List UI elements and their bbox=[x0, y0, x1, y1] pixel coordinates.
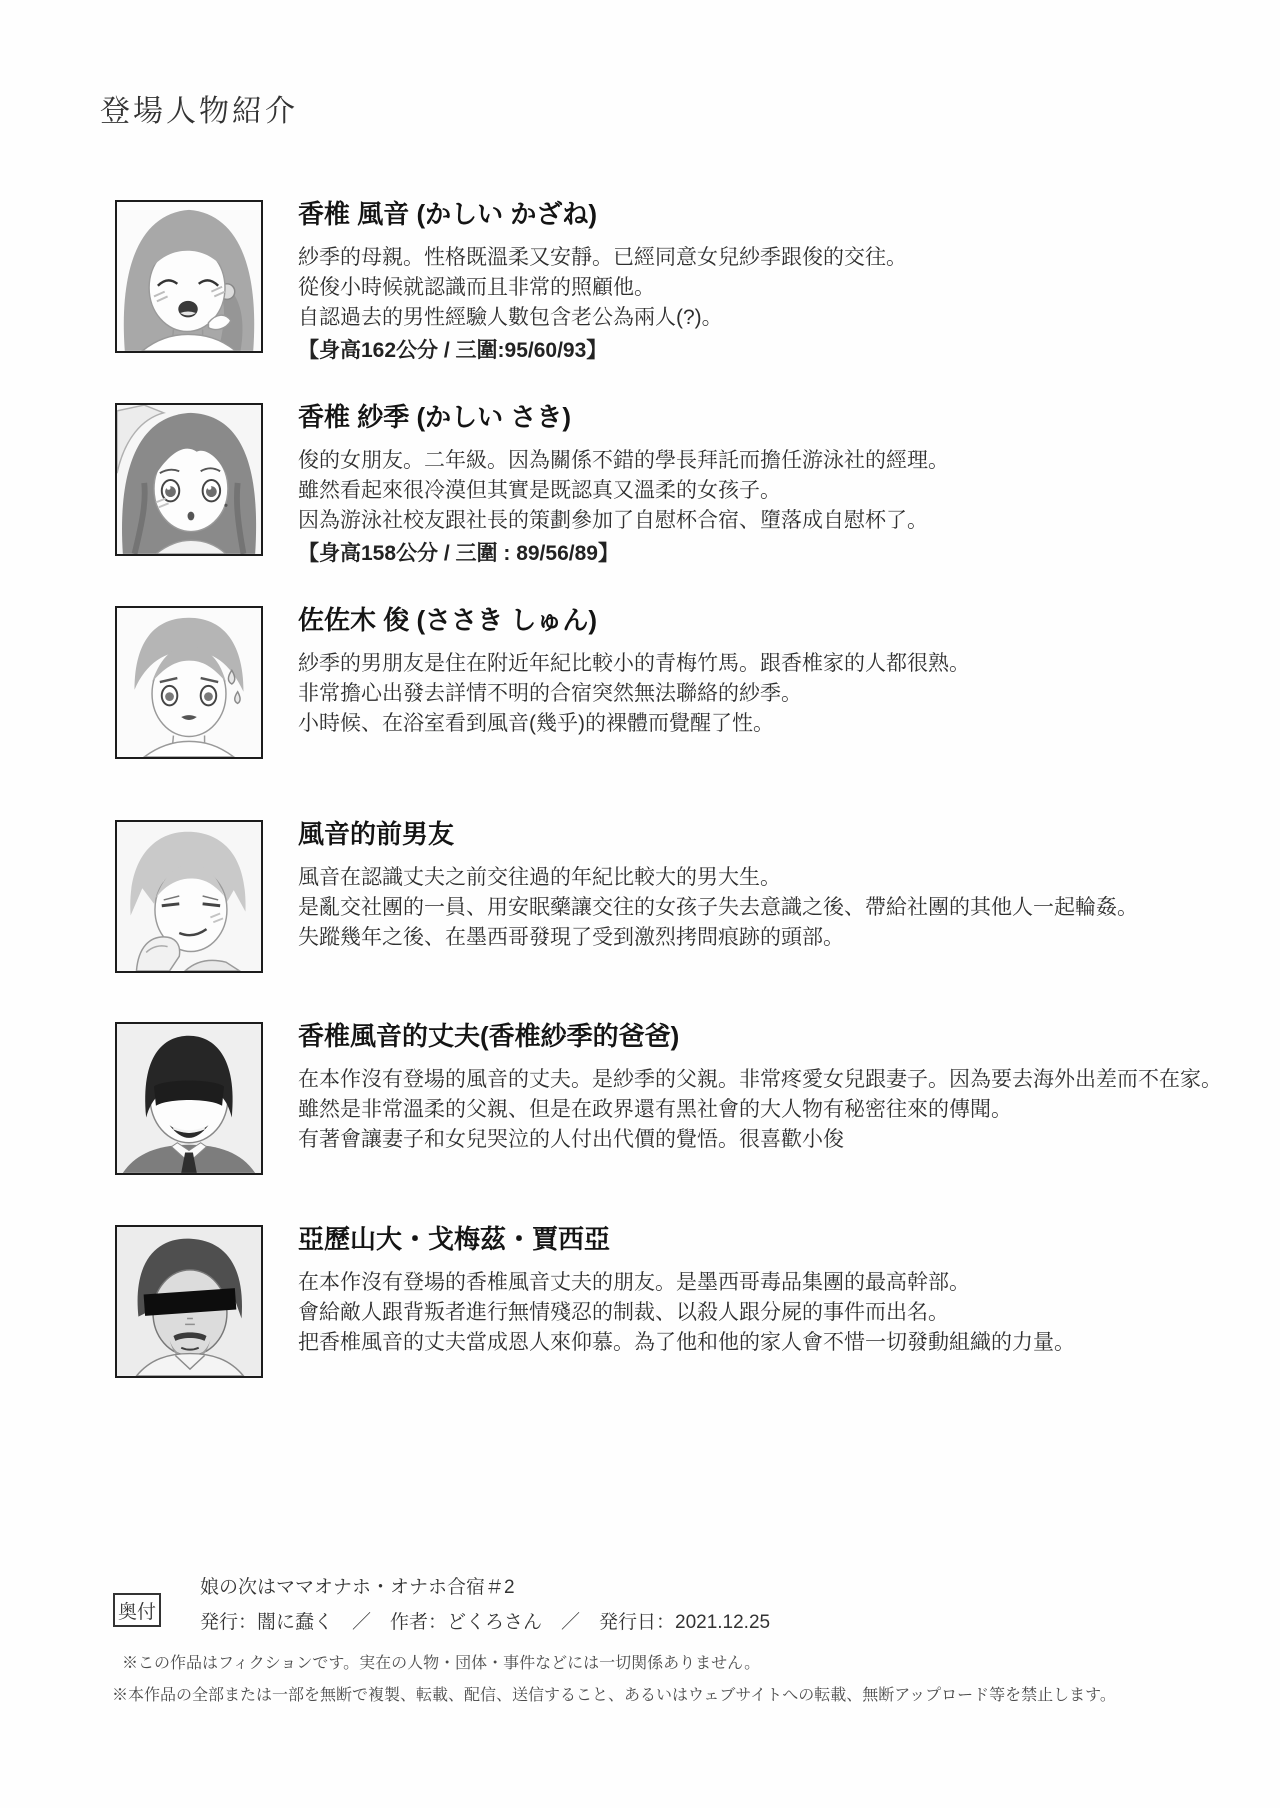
alejandro-portrait-image bbox=[117, 1227, 261, 1376]
portrait-sasaki-shun bbox=[115, 606, 263, 759]
description-line: 俊的女朋友。二年級。因為關係不錯的學長拜託而擔任游泳社的經理。 bbox=[298, 449, 949, 472]
description-line: 在本作沒有登場的風音的丈夫。是紗季的父親。非常疼愛女兒跟妻子。因為要去海外出差而不在家。 bbox=[298, 1068, 1222, 1091]
portrait-kashii-kazane bbox=[115, 200, 263, 353]
description-line: 失蹤幾年之後、在墨西哥發現了受到激烈拷問痕跡的頭部。 bbox=[298, 926, 844, 949]
description-line: 是亂交社團的一員、用安眠藥讓交往的女孩子失去意識之後、帶給社團的其他人一起輪姦。 bbox=[298, 896, 1138, 919]
publication-info: 発行：闇に蠢く ／ 作者：どくろさん ／ 発行日：2021.12.25 bbox=[200, 1612, 771, 1633]
character-stats: 【身高162公分 / 三圍:95/60/93】 bbox=[298, 339, 608, 362]
description-line: 因為游泳社校友跟社長的策劃參加了自慰杯合宿、墮落成自慰杯了。 bbox=[298, 509, 928, 532]
description-line: 紗季的男朋友是住在附近年紀比較小的青梅竹馬。跟香椎家的人都很熟。 bbox=[298, 652, 970, 675]
description-line: 把香椎風音的丈夫當成恩人來仰慕。為了他和他的家人會不惜一切發動組織的力量。 bbox=[298, 1331, 1075, 1354]
saki-portrait-image bbox=[117, 405, 261, 554]
colophon-label-box bbox=[113, 1593, 161, 1627]
portrait-alejandro bbox=[115, 1225, 263, 1378]
description-line: 自認過去的男性經驗人數包含老公為兩人(?)。 bbox=[298, 306, 723, 329]
description-line: 非常擔心出發去詳情不明的合宿突然無法聯絡的紗季。 bbox=[298, 682, 802, 705]
description-line: 會給敵人跟背叛者進行無情殘忍的制裁、以殺人跟分屍的事件而出名。 bbox=[298, 1301, 949, 1324]
character-name: 香椎風音的丈夫(香椎紗季的爸爸) bbox=[298, 1021, 680, 1051]
character-name: 香椎 風音 (かしい かざね) bbox=[298, 199, 597, 229]
page-title: 登場人物紹介 bbox=[100, 95, 298, 128]
shun-portrait-image bbox=[117, 608, 261, 757]
character-stats: 【身高158公分 / 三圍 : 89/56/89】 bbox=[298, 542, 619, 565]
copyright-disclaimer: ※本作品の全部または一部を無断で複製、転載、配信、送信すること、あるいはウェブサイトへの転載、無断アップロード等を禁止します。 bbox=[112, 1687, 1116, 1704]
description-line: 雖然是非常溫柔的父親、但是在政界還有黑社會的大人物有秘密往來的傳聞。 bbox=[298, 1098, 1012, 1121]
ex-boyfriend-portrait-image bbox=[117, 822, 261, 971]
character-name: 佐佐木 俊 (ささき しゅん) bbox=[298, 605, 597, 635]
character-name: 香椎 紗季 (かしい さき) bbox=[298, 402, 571, 432]
character-name: 亞歷山大・戈梅茲・賈西亞 bbox=[298, 1224, 611, 1254]
description-line: 雖然看起來很冷漠但其實是既認真又溫柔的女孩子。 bbox=[298, 479, 781, 502]
portrait-ex-boyfriend bbox=[115, 820, 263, 973]
fiction-disclaimer: ※この作品はフィクションです。実在の人物・団体・事件などには一切関係ありません。 bbox=[122, 1655, 761, 1672]
description-line: 風音在認識丈夫之前交往過的年紀比較大的男大生。 bbox=[298, 866, 781, 889]
work-title: 娘の次はママオナホ・オナホ合宿＃2 bbox=[200, 1577, 515, 1598]
description-line: 從俊小時候就認識而且非常的照顧他。 bbox=[298, 276, 655, 299]
character-description bbox=[298, 243, 907, 333]
character-name: 風音的前男友 bbox=[298, 819, 455, 849]
character-description bbox=[298, 1268, 1075, 1358]
description-line: 紗季的母親。性格既溫柔又安靜。已經同意女兒紗季跟俊的交往。 bbox=[298, 246, 907, 269]
description-line: 小時候、在浴室看到風音(幾乎)的裸體而覺醒了性。 bbox=[298, 712, 774, 735]
colophon-label: 奥付 bbox=[117, 1601, 156, 1623]
description-line: 在本作沒有登場的香椎風音丈夫的朋友。是墨西哥毒品集團的最高幹部。 bbox=[298, 1271, 970, 1294]
character-description bbox=[298, 446, 949, 536]
portrait-husband bbox=[115, 1022, 263, 1175]
character-description bbox=[298, 649, 970, 739]
character-description bbox=[298, 1065, 1222, 1155]
description-line: 有著會讓妻子和女兒哭泣的人付出代價的覺悟。很喜歡小俊 bbox=[298, 1128, 844, 1151]
kazane-portrait-image bbox=[117, 202, 261, 351]
portrait-kashii-saki bbox=[115, 403, 263, 556]
husband-portrait-image bbox=[117, 1024, 261, 1173]
character-description bbox=[298, 863, 1138, 953]
